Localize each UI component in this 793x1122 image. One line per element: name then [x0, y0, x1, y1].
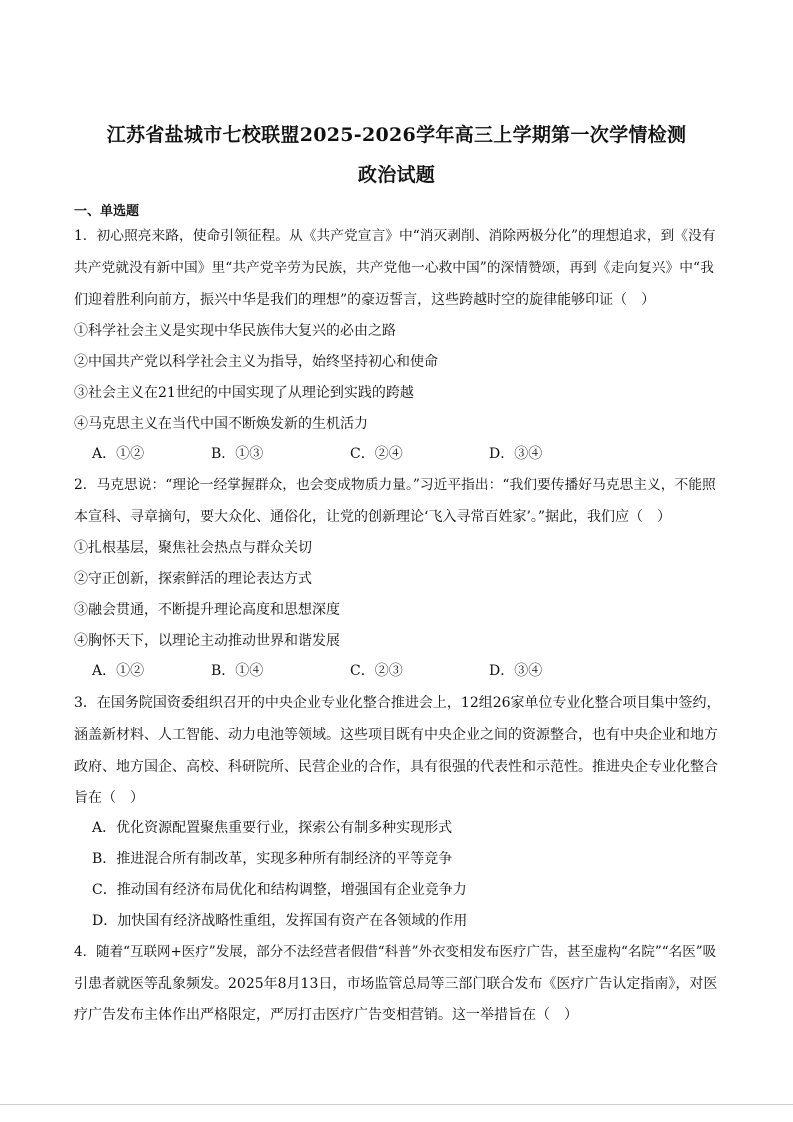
q1-stem-line-1: 1．初心照亮来路，使命引领征程。从《共产党宣言》中“消灭剥削、消除两极分化”的理想追求，到《没有 [74, 228, 716, 244]
q1-option-c[interactable]: C．②④ [350, 446, 403, 462]
q3-option-b[interactable]: B．推进混合所有制改革，实现多种所有制经济的平等竞争 [92, 851, 453, 867]
q2-option-c[interactable]: C．②③ [350, 663, 403, 679]
q3-stem-line-3: 政府、地方国企、高校、科研院所、民营企业的合作，具有很强的代表性和示范性。推进央企专业化整合 [74, 759, 718, 775]
q3-option-d[interactable]: D．加快国有经济战略性重组，发挥国有资产在各领域的作用 [92, 913, 468, 929]
q2-statement-2: ②守正创新，探索鲜活的理论表达方式 [74, 571, 312, 587]
page-bottom-divider [0, 1104, 793, 1105]
q3-stem-line-2: 涵盖新材料、人工智能、动力电池等领域。这些项目既有中央企业之间的资源整合，也有中央企业和地方 [74, 727, 718, 743]
q3-stem-line-4: 旨在（ ） [74, 790, 144, 806]
q1-stem-line-3: 们迎着胜利向前方，振兴中华是我们的理想”的豪迈誓言，这些跨越时空的旋律能够印证（ ） [74, 292, 656, 308]
q1-option-a[interactable]: A．①② [92, 446, 145, 462]
q1-statement-2: ②中国共产党以科学社会主义为指导，始终坚持初心和使命 [74, 354, 438, 370]
section-label: 一、单选题 [74, 204, 140, 219]
q1-statement-4: ④马克思主义在当代中国不断焕发新的生机活力 [74, 416, 368, 432]
q2-option-b[interactable]: B．①④ [211, 663, 264, 679]
q4-stem-line-1: 4．随着“互联网+医疗”发展，部分不法经营者假借“科普”外衣变相发布医疗广告，甚至虚构“名院”“名医”吸 [74, 944, 717, 960]
q2-statement-3: ③融会贯通，不断提升理论高度和思想深度 [74, 602, 340, 618]
q1-statement-1: ①科学社会主义是实现中华民族伟大复兴的必由之路 [74, 323, 396, 339]
q3-option-a[interactable]: A．优化资源配置聚焦重要行业，探索公有制多种实现形式 [92, 820, 453, 836]
q2-option-a[interactable]: A．①② [92, 663, 145, 679]
q2-stem-line-2: 本宣科、寻章摘句，要大众化、通俗化，让党的创新理论‘飞入寻常百姓家’。”据此，我们应（ ） [74, 509, 672, 525]
q4-stem-line-2: 引患者就医等乱象频发。2025年8月13日，市场监管总局等三部门联合发布《医疗广告认定指南》，对医 [74, 976, 718, 992]
q2-statement-1: ①扎根基层，聚焦社会热点与群众关切 [74, 540, 312, 556]
exam-subtitle: 政治试题 [357, 164, 436, 186]
q1-statement-3: ③社会主义在21世纪的中国实现了从理论到实践的跨越 [74, 385, 414, 401]
q1-option-d[interactable]: D．③④ [489, 446, 543, 462]
q2-stem-line-1: 2．马克思说：“理论一经掌握群众，也会变成物质力量。”习近平指出：“我们要传播好马克思主义，不能照 [74, 477, 716, 493]
q2-statement-4: ④胸怀天下，以理论主动推动世界和谐发展 [74, 633, 340, 649]
q4-stem-line-3: 疗广告发布主体作出严格限定，严厉打击医疗广告变相营销。这一举措旨在（ ） [74, 1007, 578, 1023]
exam-title: 江苏省盐城市七校联盟2025-2026学年高三上学期第一次学情检测 [106, 124, 687, 146]
q1-stem-line-2: 共产党就没有新中国》里“共产党辛劳为民族，共产党他一心救中国”的深情赞颂，再到《走向复兴》中“我 [74, 260, 714, 276]
q2-option-d[interactable]: D．③④ [489, 663, 543, 679]
q3-stem-line-1: 3．在国务院国资委组织召开的中央企业专业化整合推进会上，12组26家单位专业化整合项目集中签约， [74, 695, 721, 711]
q3-option-c[interactable]: C．推动国有经济布局优化和结构调整，增强国有企业竞争力 [92, 882, 467, 898]
q1-option-b[interactable]: B．①③ [211, 446, 264, 462]
